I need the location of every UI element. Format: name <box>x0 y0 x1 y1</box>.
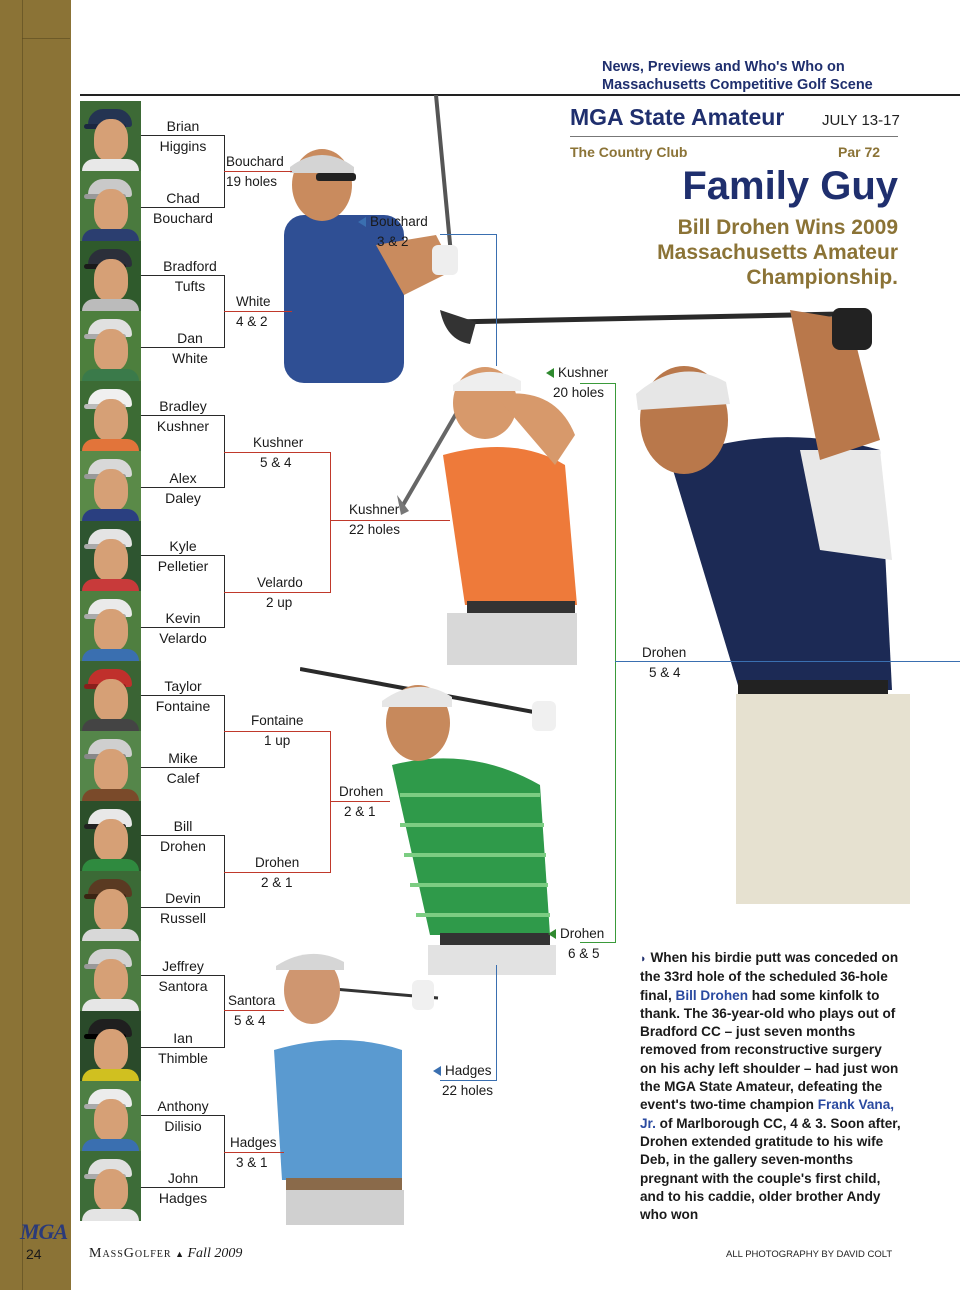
match-result: Bouchard 3 & 2 <box>358 212 428 252</box>
subhead: Bill Drohen Wins 2009 Massachusetts Amateur Championship. <box>657 216 898 289</box>
margin-rule <box>22 0 23 1290</box>
player-name: Bradford Tufts <box>163 258 217 294</box>
event-dates: JULY 13-17 <box>822 112 900 129</box>
page-number: 24 <box>26 1246 42 1262</box>
match-result: Santora 5 & 4 <box>228 993 276 1028</box>
player-photo <box>80 941 141 1011</box>
golfer-photo-hadges <box>262 940 447 1225</box>
player-name: Anthony Dilisio <box>157 1098 209 1134</box>
mga-logo: MGA <box>20 1219 68 1244</box>
player-photo <box>80 661 141 731</box>
match-result: Drohen 2 & 1 <box>339 784 384 819</box>
player-name: Devin Russell <box>160 890 206 926</box>
winner-arrow-icon <box>548 929 556 939</box>
course-par: Par 72 <box>838 144 881 160</box>
photo-credit: ALL PHOTOGRAPHY BY DAVID COLT <box>726 1249 893 1260</box>
player-name: Taylor Fontaine <box>155 678 211 714</box>
player-name-highlight: Frank Vana, Jr. <box>640 1097 895 1131</box>
match-result: Hadges 22 holes <box>433 1061 493 1101</box>
venue: The Country Club <box>570 144 688 160</box>
player-name: John Hadges <box>158 1170 208 1206</box>
player-photo <box>80 1151 141 1221</box>
player-name: Dan White <box>172 330 208 366</box>
player-name: Mike Calef <box>166 750 200 786</box>
player-name: Bill Drohen <box>160 818 206 854</box>
player-name: Chad Bouchard <box>153 190 213 226</box>
match-result: Kushner 5 & 4 <box>253 435 304 470</box>
winner-arrow-icon <box>546 368 554 378</box>
header-rule <box>80 94 960 96</box>
player-photo <box>80 871 141 941</box>
player-photo <box>80 1081 141 1151</box>
player-name-highlight: Bill Drohen <box>675 987 749 1003</box>
player-photo <box>80 591 141 661</box>
section-title: MGA State Amateur <box>570 104 785 130</box>
headline: Family Guy <box>682 164 898 208</box>
footer-brand: MassGolfer ▲ Fall 2009 <box>89 1246 243 1261</box>
player-photo <box>80 521 141 591</box>
player-name: Jeffrey Santora <box>158 958 208 994</box>
golfer-photo-drohen-winner <box>440 300 910 910</box>
winner-arrow-icon <box>358 217 366 227</box>
match-result: Bouchard 19 holes <box>226 154 284 189</box>
match-result: Hadges 3 & 1 <box>230 1135 277 1170</box>
player-name: Kevin Velardo <box>159 610 207 646</box>
match-result: Fontaine 1 up <box>251 713 304 748</box>
player-photo <box>80 451 141 521</box>
player-photo <box>80 311 141 381</box>
player-photo <box>80 1011 141 1081</box>
paragraph-bullet-icon: ◗ <box>640 953 647 965</box>
match-result: White 4 & 2 <box>236 294 271 329</box>
final-result: Drohen 5 & 4 <box>642 645 687 680</box>
player-name: Bradley Kushner <box>156 398 210 434</box>
player-photo <box>80 731 141 801</box>
match-result: Velardo 2 up <box>257 575 303 610</box>
player-photo <box>80 241 141 311</box>
section-rule <box>570 136 898 137</box>
player-photo <box>80 101 141 171</box>
margin-crossmark <box>22 38 70 39</box>
player-name: Alex Daley <box>165 470 201 506</box>
player-name: Brian Higgins <box>159 118 207 154</box>
section-kicker: News, Previews and Who's Who on Massachusetts Competitive Golf Scene <box>602 59 873 93</box>
article-text: ◗ When his birdie putt was conceded on the 33rd hole of the scheduled 36-hole final, Bill Drohen had some kinfolk to thank. The 36-year-old who plays out of Bradford CC – just seven months removed from reconstructive surgery on his achy left shoulder – had just won the MGA State Amateur, defeating the event's two-time champion Frank Vana, Jr. of Marlborough CC, 4 & 3. Soon after, Drohen extended gratitude to his wife Deb, in the gallery seven-months pregnant with the couple's first child, and to his caddie, older brother Andy who won <box>640 950 901 1223</box>
player-name: Kyle Pelletier <box>157 538 209 574</box>
winner-arrow-icon <box>433 1066 441 1076</box>
player-photo <box>80 801 141 871</box>
player-photo <box>80 381 141 451</box>
match-result: Kushner 22 holes <box>349 502 401 537</box>
match-result: Drohen 6 & 5 <box>548 924 604 964</box>
player-photo <box>80 171 141 241</box>
match-result: Kushner 20 holes <box>546 363 608 403</box>
player-name: Ian Thimble <box>158 1030 208 1066</box>
page-margin-strip <box>0 0 71 1290</box>
match-result: Drohen 2 & 1 <box>255 855 300 890</box>
